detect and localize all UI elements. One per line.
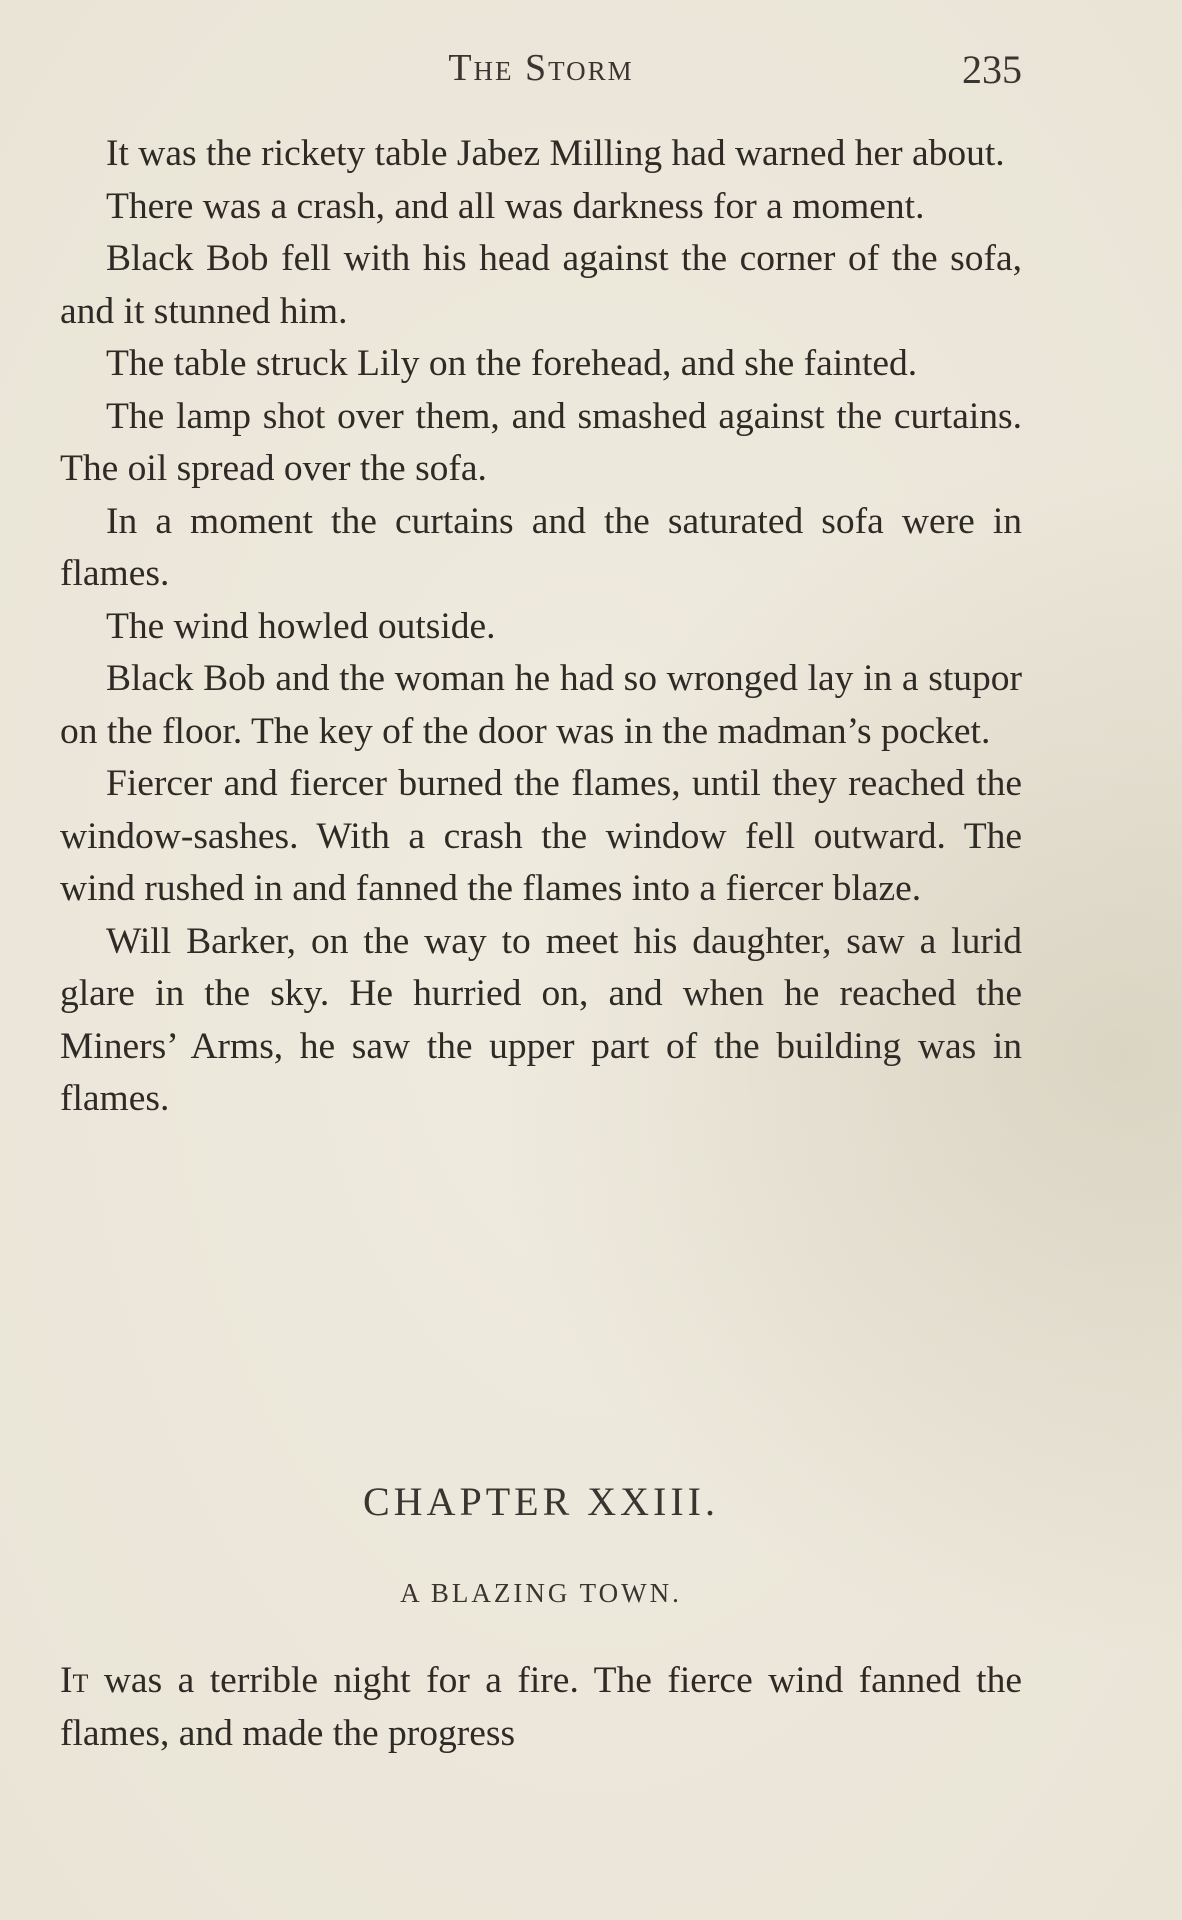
paragraph: Will Barker, on the way to meet his daughter, saw a lurid glare in the sky. He hurried on, and when he reached the Miners’ Arms, he saw the upper part of the building was in flames. [60, 920, 1022, 1119]
opening-text: was a terrible night for a fire. The fierce wind fanned the flames, and made the progress [60, 1660, 1022, 1754]
body-text [60, 128, 1022, 1126]
paragraph: Black Bob fell with his head against the corner of the sofa, and it stunned him. [60, 238, 1022, 332]
paragraph: In a moment the curtains and the saturated sofa were in flames. [60, 500, 1022, 594]
chapter-opening-paragraph [60, 1655, 1022, 1760]
paragraph: The table struck Lily on the forehead, and she fainted. [106, 343, 918, 384]
lead-word: It [60, 1660, 89, 1701]
running-head [60, 46, 1022, 96]
paragraph: It was the rickety table Jabez Milling had warned her about. [106, 133, 1005, 174]
chapter-subtitle: A BLAZING TOWN. [400, 1578, 682, 1608]
paragraph: Black Bob and the woman he had so wronged lay in a stupor on the floor. The key of the door was in the madman’s pocket. [60, 658, 1022, 752]
paragraph: There was a crash, and all was darkness for a moment. [106, 185, 925, 227]
paragraph: The lamp shot over them, and smashed against the curtains. The oil spread over the sofa. [60, 395, 1022, 489]
page-number: 235 [962, 47, 1022, 92]
running-title: The Storm [448, 47, 634, 89]
chapter-opening [60, 1655, 1022, 1760]
paragraph: Fiercer and fiercer burned the flames, until they reached the window-sashes. With a crash the window fell outward. The wind rushed in and fanned the flames into a fiercer blaze. [60, 763, 1022, 909]
chapter-title: CHAPTER XXIII. [363, 1479, 719, 1524]
paragraph: The wind howled outside. [106, 605, 496, 647]
